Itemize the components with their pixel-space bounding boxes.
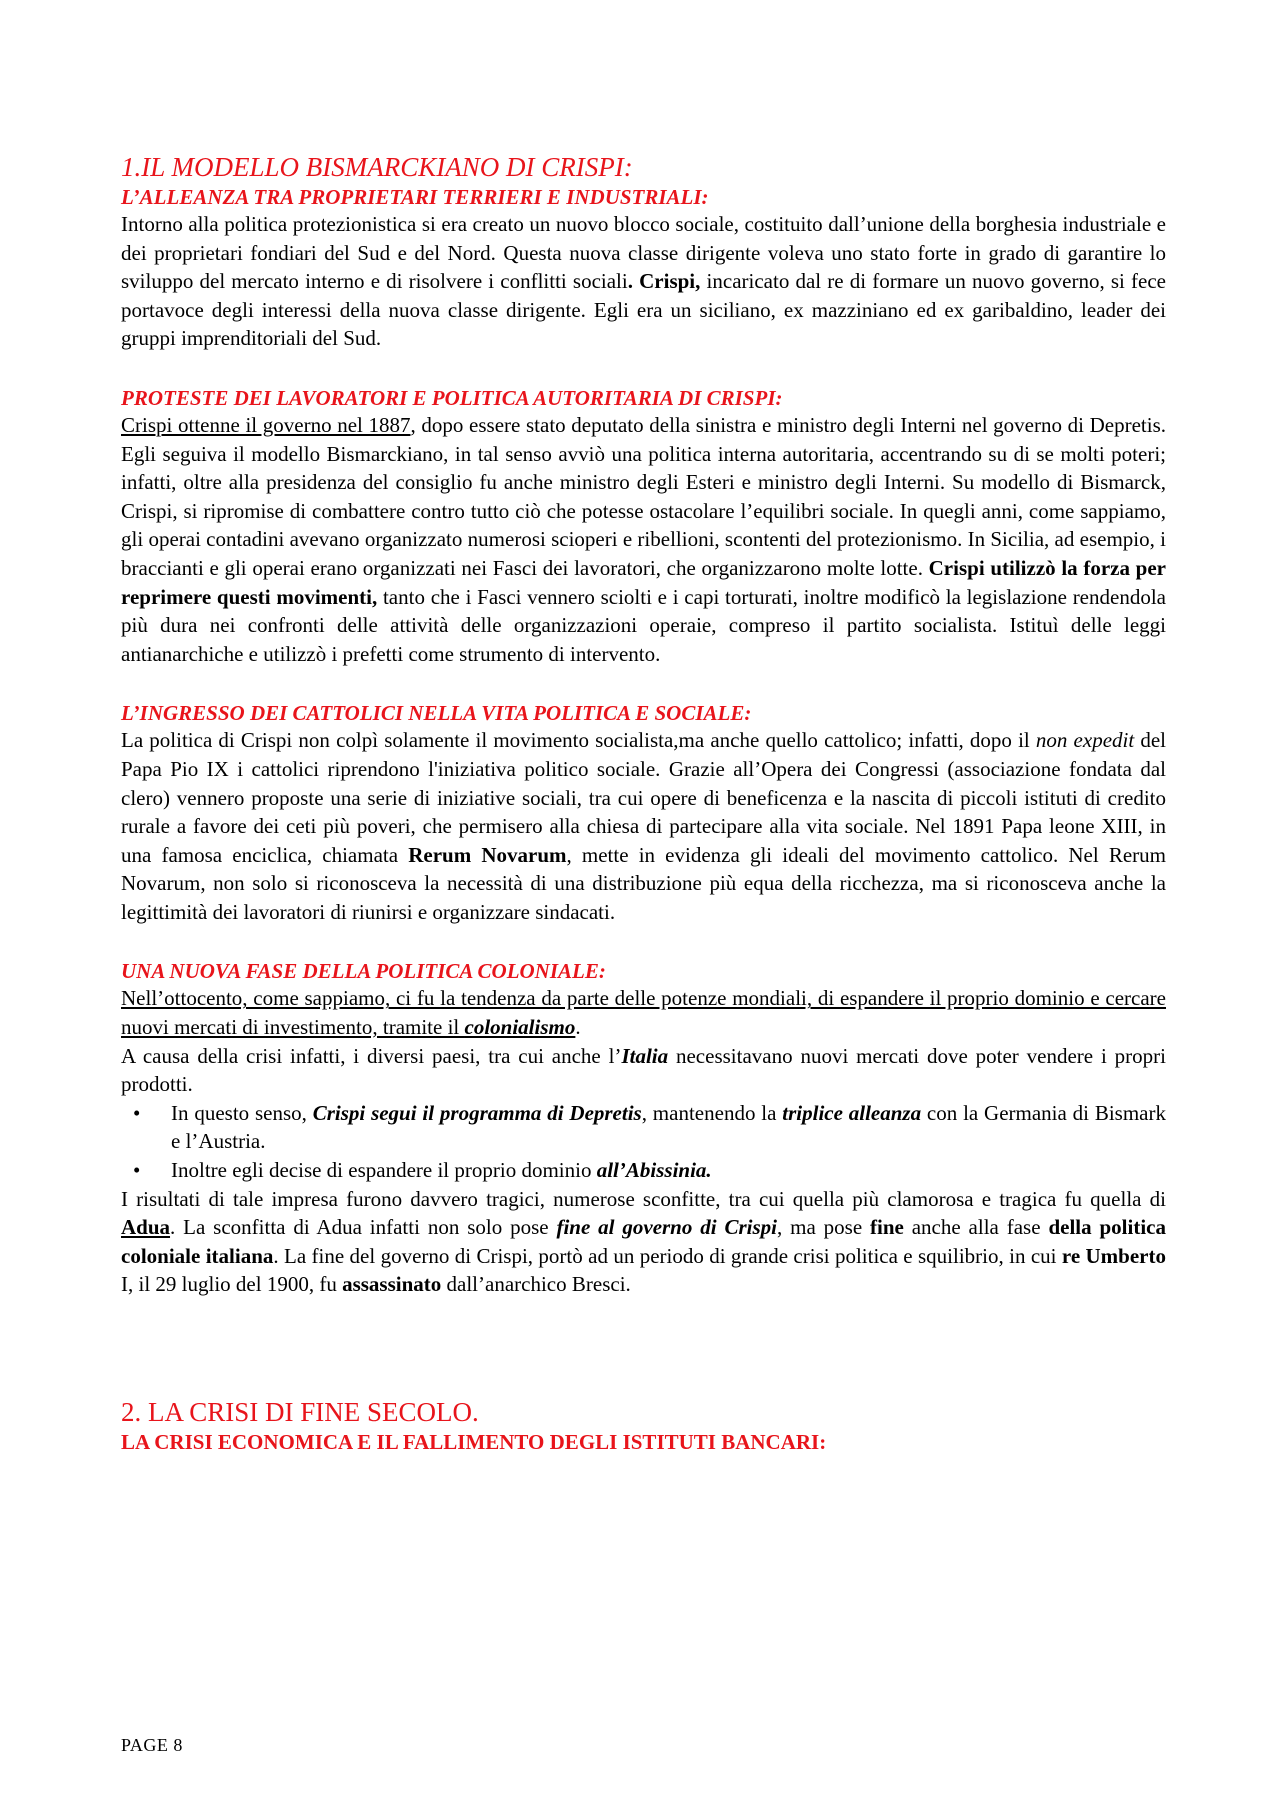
section1-sub4-paragraph2: A causa della crisi infatti, i diversi paesi, tra cui anche l’Italia necessitavano nuovi mercati dove poter vendere i propri prodotti. <box>121 1043 1166 1097</box>
section1-sub2-heading: PROTESTE DEI LAVORATORI E POLITICA AUTORITARIA DI CRISPI: <box>121 385 783 410</box>
section1-sub3-paragraph: La politica di Crispi non colpì solamente il movimento socialista,ma anche quello cattolico; infatti, dopo il non expedit del Papa Pio IX i cattolici riprendono l'iniziativa politico sociale. Grazie all’Opera dei Congressi (associazione fondata dal clero) vennero proposte una serie di iniziative sociali, tra cui opere di beneficenza e la nascita di piccoli istituti di credito rurale a favore dei ceti più poveri, che permisero alla chiesa di partecipare alla vita sociale. Nel 1891 Papa leone XIII, in una famosa enciclica, chiamata Rerum Novarum, mette in evidenza gli ideali del movimento cattolico. Nel Rerum Novarum, non solo si riconosceva la necessità di una distribuzione più equa della ricchezza, ma si riconosceva anche la legittimità dei lavoratori di riunirsi e organizzare sindacati. <box>121 728 1167 924</box>
section2-sub1-heading: LA CRISI ECONOMICA E IL FALLIMENTO DEGLI ISTITUTI BANCARI: <box>121 1430 827 1454</box>
section1-title: 1.IL MODELLO BISMARCKIANO DI CRISPI: <box>121 152 633 182</box>
section1-sub4-heading: UNA NUOVA FASE DELLA POLITICA COLONIALE: <box>121 959 606 984</box>
page-number: PAGE 8 <box>121 1735 183 1755</box>
section1-sub4-conclusion: I risultati di tale impresa furono davvero tragici, numerose sconfitte, tra cui quella più clamorosa e tragica fu quella di Adua. La sconfitta di Adua infatti non solo pose fine al governo di Crispi, ma pose fine anche alla fase della politica coloniale italiana. La fine del governo di Crispi, portò ad un periodo di grande crisi politica e squilibrio, in cui re Umberto I, il 29 luglio del 1900, fu assassinato dall’anarchico Bresci. <box>121 1186 1166 1297</box>
list-item: • Inoltre egli decise di espandere il proprio dominio all’Abissinia. <box>171 1156 1166 1185</box>
section1-sub3-heading: L’INGRESSO DEI CATTOLICI NELLA VITA POLITICA E SOCIALE: <box>121 701 752 726</box>
section1-sub1-paragraph: Intorno alla politica protezionistica si era creato un nuovo blocco sociale, costituito dall’unione della borghesia industriale e dei proprietari fondiari del Sud e del Nord. Questa nuova classe dirigente voleva uno stato forte in grado di garantire lo sviluppo del mercato interno e di risolvere i conflitti sociali. Crispi, incaricato dal re di formare un nuovo governo, si fece portavoce degli interessi della nuova classe dirigente. Egli era un siciliano, ex mazziniano ed ex garibaldino, leader dei gruppi imprenditoriali del Sud. <box>121 212 1166 351</box>
section1-sub4-intro: Nell’ottocento, come sappiamo, ci fu la tendenza da parte delle potenze mondiali, di espandere il proprio dominio e cercare nuovi mercati di investimento, tramite il colonialismo. <box>121 986 1166 1040</box>
bullet-list <box>121 1099 1166 1185</box>
list-item: • In questo senso, Crispi segui il programma di Depretis, mantenendo la triplice alleanza con la Germania di Bismark e l’Austria. <box>171 1099 1166 1156</box>
page-content <box>121 150 1166 1455</box>
section2-title: 2. LA CRISI DI FINE SECOLO. <box>121 1397 479 1427</box>
section1-sub2-paragraph: Crispi ottenne il governo nel 1887, dopo essere stato deputato della sinistra e ministro degli Interni nel governo di Depretis. Egli seguiva il modello Bismarckiano, in tal senso avviò una politica interna autoritaria, accentrando su di se molti poteri; infatti, oltre alla presidenza del consiglio fu anche ministro degli Esteri e ministro degli Interni. Su modello di Bismarck, Crispi, si ripromise di combattere contro tutto ciò che potesse ostacolare l’equilibri sociale. In quegli anni, come sappiamo, gli operai contadini avevano organizzato numerosi scioperi e ribellioni, scontenti del protezionismo. In Sicilia, ad esempio, i braccianti e gli operai erano organizzati nei Fasci dei lavoratori, che organizzarono molte lotte. Crispi utilizzò la forza per reprimere questi movimenti, tanto che i Fasci vennero sciolti e i capi torturati, inoltre modificò la legislazione rendendola più dura nei confronti delle attività delle organizzazioni operaie, compreso il partito socialista. Istituì delle leggi antianarchiche e utilizzò i prefetti come strumento di intervento. <box>121 412 1166 666</box>
section1-sub1-heading: L’ALLEANZA TRA PROPRIETARI TERRIERI E INDUSTRIALI: <box>121 185 709 209</box>
